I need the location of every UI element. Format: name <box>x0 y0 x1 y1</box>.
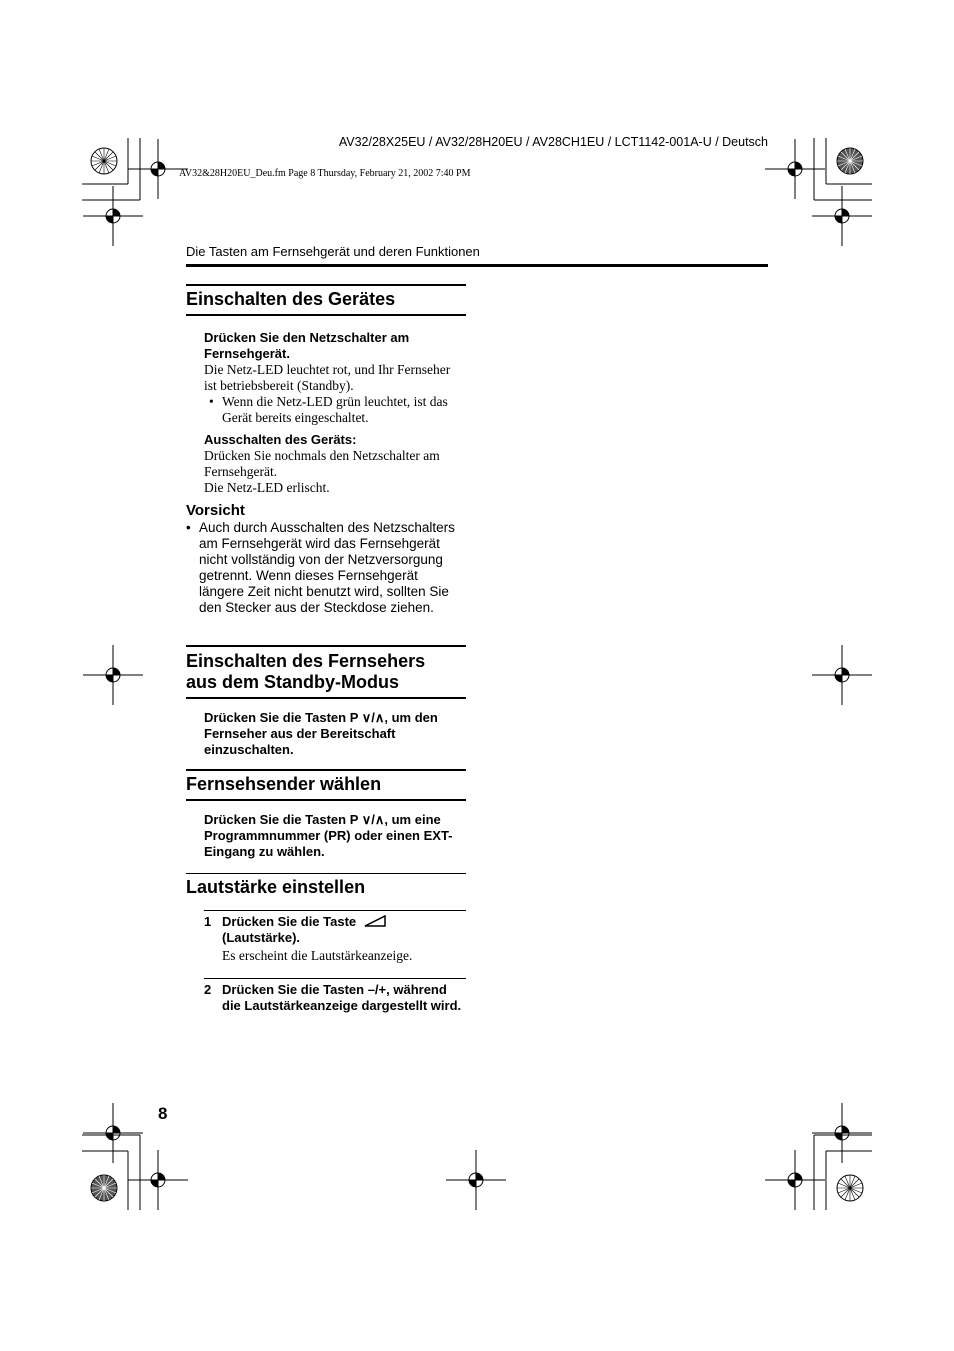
step-2-number: 2 <box>204 982 212 997</box>
heading-standby <box>186 645 466 699</box>
heading-standby-line1: Einschalten des Fernsehers <box>186 651 426 671</box>
bullet-marker: • <box>209 394 214 409</box>
model-header: AV32/28X25EU / AV32/28H20EU / AV28CH1EU / LCT1142-001A-U / Deutsch <box>338 135 768 149</box>
power-on-note-text: Wenn die Netz-LED grün leuchtet, ist das Gerät bereits eingeschaltet. <box>222 394 448 425</box>
step-1-number: 1 <box>204 914 212 929</box>
power-on-description: Die Netz-LED leuchtet rot, und Ihr Fernseher ist betriebsbereit (Standby). <box>204 362 451 393</box>
section-standby <box>186 645 466 758</box>
section-title: Die Tasten am Fernsehgerät und deren Funktionen <box>186 244 480 259</box>
heading-standby-line2: aus dem Standby-Modus <box>186 672 400 692</box>
caution-text: Auch durch Ausschalten des Netzschalters am Fernsehgerät wird das Fernsehgerät nicht vollständig von der Netzversorgung getrennt. Wenn dieses Fernsehgerät längere Zeit nicht benutzt wird, sollten Sie den Stecker aus der Steckdose ziehen. <box>199 520 455 615</box>
heading-channel: Fernsehsender wählen <box>186 769 466 801</box>
heading-volume: Lautstärke einstellen <box>186 873 466 902</box>
power-on-note <box>204 394 466 426</box>
power-off-title: Ausschalten des Geräts: <box>204 432 357 447</box>
volume-step-1 <box>204 910 466 964</box>
caution-item <box>186 520 466 616</box>
step-1-text-main: Drücken Sie die Taste <box>222 914 357 929</box>
page-number: 8 <box>158 1104 168 1123</box>
power-off-text: Drücken Sie nochmals den Netzschalter am Fernsehgerät. <box>204 448 440 479</box>
file-info: AV32&28H20EU_Deu.fm Page 8 Thursday, February 21, 2002 7:40 PM <box>179 168 471 179</box>
section-header <box>186 244 768 267</box>
heading-power-on: Einschalten des Gerätes <box>186 284 466 316</box>
power-on-instruction: Drücken Sie den Netzschalter am Fernsehgerät. <box>204 330 410 361</box>
caution-title: Vorsicht <box>186 502 245 519</box>
section-volume <box>186 873 466 1014</box>
caution-bullet-marker: • <box>186 520 191 535</box>
volume-icon <box>364 915 386 927</box>
step-1-text <box>222 914 466 930</box>
channel-instruction: Drücken Sie die Tasten P ∨/∧, um eine Programmnummer (PR) oder einen EXT-Eingang zu wählen. <box>204 812 453 859</box>
step-1-description: Es erscheint die Lautstärkeanzeige. <box>222 948 413 963</box>
step-1-subtext: (Lautstärke). <box>222 930 301 945</box>
section-channel <box>186 769 466 860</box>
section-rule <box>186 264 768 267</box>
power-off-led-text: Die Netz-LED erlischt. <box>204 480 330 495</box>
standby-instruction: Drücken Sie die Tasten P ∨/∧, um den Fernseher aus der Bereitschaft einzuschalten. <box>204 710 438 757</box>
step-2-text: Drücken Sie die Tasten –/+, während die Lautstärkeanzeige dargestellt wird. <box>222 982 462 1013</box>
section-power-on <box>186 284 466 616</box>
volume-step-2 <box>204 978 466 1014</box>
